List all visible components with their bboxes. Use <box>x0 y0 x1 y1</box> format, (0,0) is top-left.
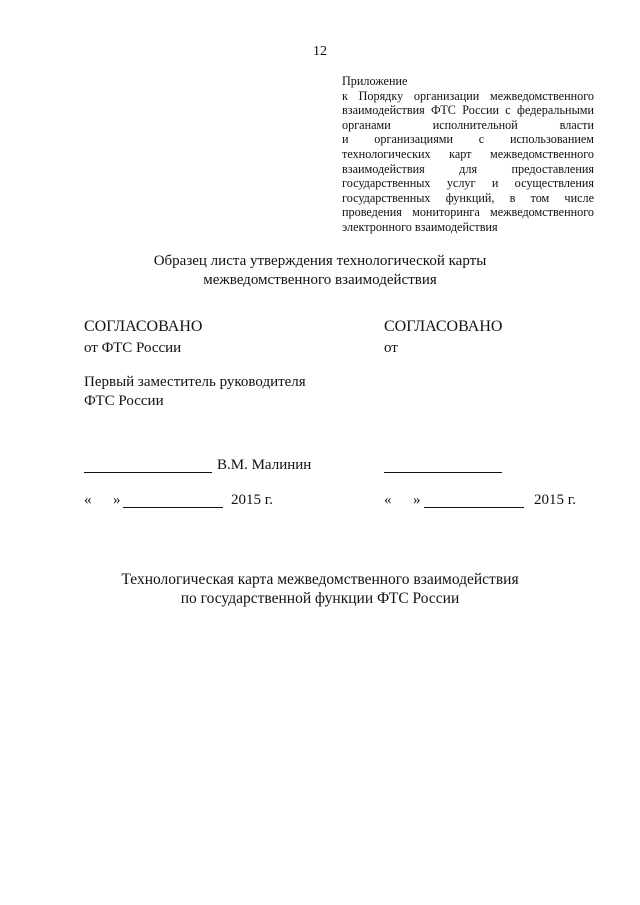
technological-map-title <box>0 570 640 608</box>
left-date-close-quote: » <box>113 492 121 508</box>
sample-title-line: Образец листа утверждения технологической карты <box>153 253 487 269</box>
map-title-line: по государственной функции ФТС России <box>180 590 460 607</box>
appendix-line: к Порядку организации межведомственного <box>342 88 594 103</box>
appendix-line: взаимодействия ФТС России с федеральными <box>342 103 594 118</box>
appendix-line: государственных функций, в том числе <box>342 190 594 205</box>
appendix-line: государственных услуг и осуществления <box>342 176 594 191</box>
right-agreed-org: от <box>384 340 398 356</box>
appendix-line: органами исполнительной власти <box>342 117 594 132</box>
appendix-line: взаимодействия для предоставления <box>342 161 594 176</box>
left-date-year: 2015 г. <box>231 492 273 508</box>
right-date-open-quote: « <box>384 492 392 508</box>
left-date-open-quote: « <box>84 492 92 508</box>
appendix-note <box>342 74 594 235</box>
right-agreed-heading: СОГЛАСОВАНО <box>384 318 503 335</box>
right-date-year: 2015 г. <box>534 492 576 508</box>
left-date-line <box>123 507 223 508</box>
appendix-line: электронного взаимодействия <box>342 219 498 234</box>
sample-title <box>0 252 640 290</box>
left-signature-line <box>84 472 212 473</box>
left-position-line: Первый заместитель руководителя <box>84 374 306 390</box>
appendix-line: технологических карт межведомственного <box>342 146 594 161</box>
left-position-line: ФТС России <box>84 393 164 409</box>
sample-title-line: межведомственного взаимодействия <box>203 272 437 288</box>
left-agreed-heading: СОГЛАСОВАНО <box>84 318 203 335</box>
left-signer-name: В.М. Малинин <box>217 457 312 473</box>
left-agreed-org: от ФТС России <box>84 340 182 356</box>
appendix-line: и организациями с использованием <box>342 132 594 147</box>
right-signature-line <box>384 472 502 473</box>
map-title-line: Технологическая карта межведомственного взаимодействия <box>121 571 519 588</box>
page-number: 12 <box>313 44 327 59</box>
appendix-title: Приложение <box>342 74 408 88</box>
appendix-line: проведения мониторинга межведомственного <box>342 205 594 220</box>
right-date-close-quote: » <box>413 492 421 508</box>
right-date-line <box>424 507 524 508</box>
